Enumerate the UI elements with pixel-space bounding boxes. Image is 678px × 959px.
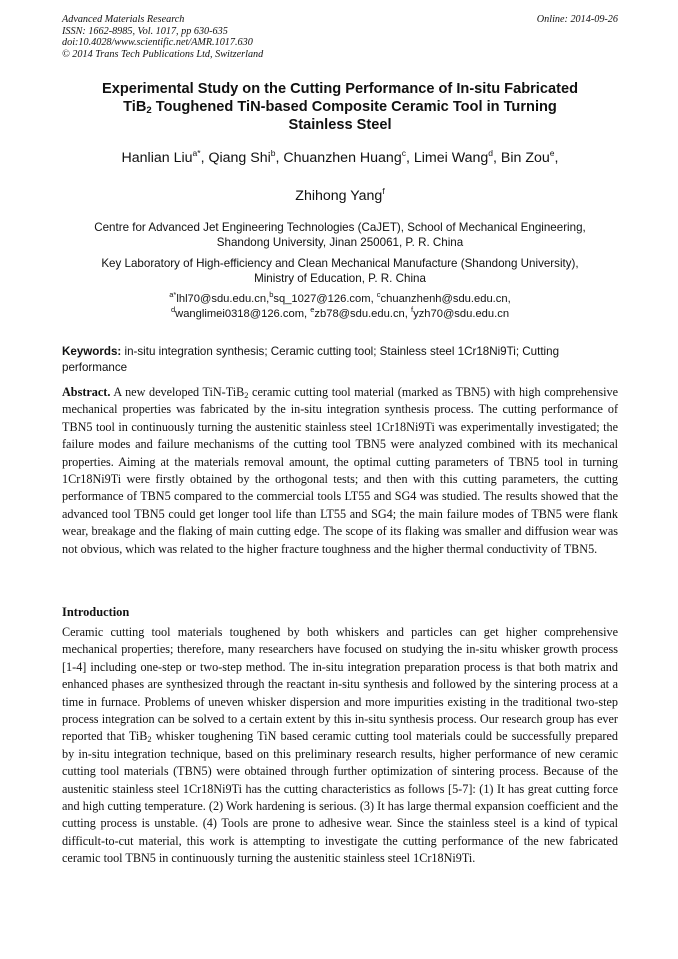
issn-line: ISSN: 1662-8985, Vol. 1017, pp 630-635 <box>62 25 228 37</box>
affiliation-2 <box>62 256 618 286</box>
title-subscript: 2 <box>146 105 152 117</box>
email-mark: a* <box>169 290 177 299</box>
email-mark: f <box>411 305 414 314</box>
paper-title <box>62 80 618 135</box>
introduction-fragment: whisker toughening TiN based ceramic cutting tool materials could be successfully prepared by in-situ integration technique, based on this preliminary research results, higher performance of new ceramic cutting tool materials (TBN5) were obtained through further optimization of sintering process. Because of the austenitic stainless steel 1Cr18Ni9Ti has the cutting characteristics as follows [5-7]: (1) It has great cutting force and high cutting temperature. (2) Work hardening is serious. (3) It has large thermal expansion coefficient and the cutting process is unstable. (4) Tools are prone to adhesive wear. Since the stainless steel is a kind of typical difficult-to-cut material, this work is attempting to investigate the cutting performance of the new fabricated ceramic tool TBN5 in continuously turning the austenitic stainless steel 1Cr18Ni9Ti. <box>62 729 618 866</box>
abstract-text: ceramic cutting tool material (marked as TBN5) with high comprehensive mechanical properties was fabricated by the in-situ integration synthesis process. The cutting performance of TBN5 tool in continuously turning the austenitic stainless steel 1Cr18Ni9Ti was experimentally investigated; the failure modes and failure mechanisms of the cutting tool TBN5 were analyzed combined with its mechanical properties. Aiming at the materials removal amount, the optimal cutting parameters of TBN5 tool in turning 1Cr18Ni9Ti were firstly obtained by the orthogonal tests; and then with this cutting parameters, the cutting performance of TBN5 compared to the commercial tools LT55 and SG4 was studied. The results showed that the advanced tool TBN5 could get longer tool life than LT55 and SG4; the main failure modes of TBN5 were flank wear, breakage and the flaking of main cutting edge. The scope of its flaking was smaller and diffusion wear was not obvious, which was related to the higher fracture toughness and the higher thermal conductivity of TBN5. <box>62 385 619 556</box>
title-fragment: Toughened TiN-based Composite Ceramic Tool in Turning <box>151 99 557 116</box>
author-mark: f <box>382 186 385 196</box>
author-name: Hanlian Liu <box>121 150 193 166</box>
author-name: Limei Wang <box>413 150 489 166</box>
introduction-text <box>62 624 618 868</box>
author-separator: , <box>275 150 284 166</box>
email-mark: e <box>310 305 315 314</box>
author-name: Chuanzhen Huang <box>283 150 402 166</box>
affiliation-1 <box>62 220 618 250</box>
email-mark: d <box>170 305 176 314</box>
email-block <box>62 292 618 322</box>
author-separator: , <box>492 150 501 166</box>
author-separator: , <box>200 150 209 166</box>
email-link[interactable]: wanglimei0318@126.com, <box>175 308 311 320</box>
title-line-2 <box>62 98 618 116</box>
email-line-1 <box>62 292 618 307</box>
email-mark: c <box>376 290 381 299</box>
affiliation-line: Shandong University, Jinan 250061, P. R. China <box>216 236 464 250</box>
author-mark: a* <box>192 148 201 158</box>
keywords-label: Keywords: <box>62 345 122 358</box>
introduction-fragment: Ceramic cutting tool materials toughened by both whiskers and particles can get higher comprehensive mechanical properties; therefore, many researchers have focused on studying the in-situ whisker growth process [1-4] including one-step or two-step method. The in-situ integration preparation process is that both matrix and enhanced phases are synthesized through the reactant in-situ synthesis and followed by the sintering process at a time in furnace. Problems of uneven whisker dispersion and more impurities existing in the traditional two-step process integration can be solved to a certain extent by this in-situ synthesis process. Our research group has ever reported that TiB <box>62 625 618 744</box>
title-fragment: TiB <box>123 99 147 116</box>
author-line-1 <box>62 150 618 166</box>
abstract-text: A new developed TiN-TiB <box>110 385 245 399</box>
journal-header <box>62 14 618 60</box>
title-line-3: Stainless Steel <box>288 117 392 134</box>
keywords <box>62 344 618 376</box>
affiliation-line: Ministry of Education, P. R. China <box>254 272 426 286</box>
affiliation-line: Key Laboratory of High-efficiency and Clean Mechanical Manufacture (Shandong University), <box>101 257 579 270</box>
author-line-2 <box>62 188 618 204</box>
author-mark: d <box>488 148 493 158</box>
abstract-subscript: 2 <box>244 391 249 400</box>
keywords-text: in-situ integration synthesis; Ceramic cutting tool; Stainless steel 1Cr18Ni9Ti; Cutting performance <box>62 345 560 374</box>
section-heading-introduction: Introduction <box>62 605 130 619</box>
introduction-subscript: 2 <box>147 735 152 745</box>
author-name: Qiang Shi <box>208 150 271 166</box>
email-link[interactable]: zb78@sdu.edu.cn, <box>314 308 411 320</box>
email-link[interactable]: lhl70@sdu.edu.cn, <box>176 293 270 305</box>
journal-name: Advanced Materials Research <box>62 14 185 25</box>
author-mark: b <box>270 148 276 158</box>
doi-line: doi:10.4028/www.scientific.net/AMR.1017.630 <box>62 37 253 49</box>
online-date: Online: 2014-09-26 <box>536 14 618 25</box>
author-name: Bin Zou <box>500 150 550 166</box>
author-separator: , <box>405 150 414 166</box>
title-line-1: Experimental Study on the Cutting Performance of In-situ Fabricated <box>102 81 578 97</box>
author-separator: , <box>554 150 559 166</box>
abstract-label: Abstract. <box>62 385 111 399</box>
abstract <box>62 384 618 558</box>
affiliation-line: Centre for Advanced Jet Engineering Technologies (CaJET), School of Mechanical Engineering, <box>94 221 586 234</box>
email-link[interactable]: yzh70@sdu.edu.cn <box>413 308 510 320</box>
email-line-2 <box>62 307 618 322</box>
copyright-line: © 2014 Trans Tech Publications Ltd, Switzerland <box>62 48 264 60</box>
author-mark: e <box>549 148 555 158</box>
email-link[interactable]: chuanzhenh@sdu.edu.cn, <box>380 293 511 305</box>
email-mark: b <box>269 290 274 299</box>
author-mark: c <box>401 148 406 158</box>
author-name: Zhihong Yang <box>295 188 383 204</box>
email-link[interactable]: sq_1027@126.com, <box>273 293 377 305</box>
